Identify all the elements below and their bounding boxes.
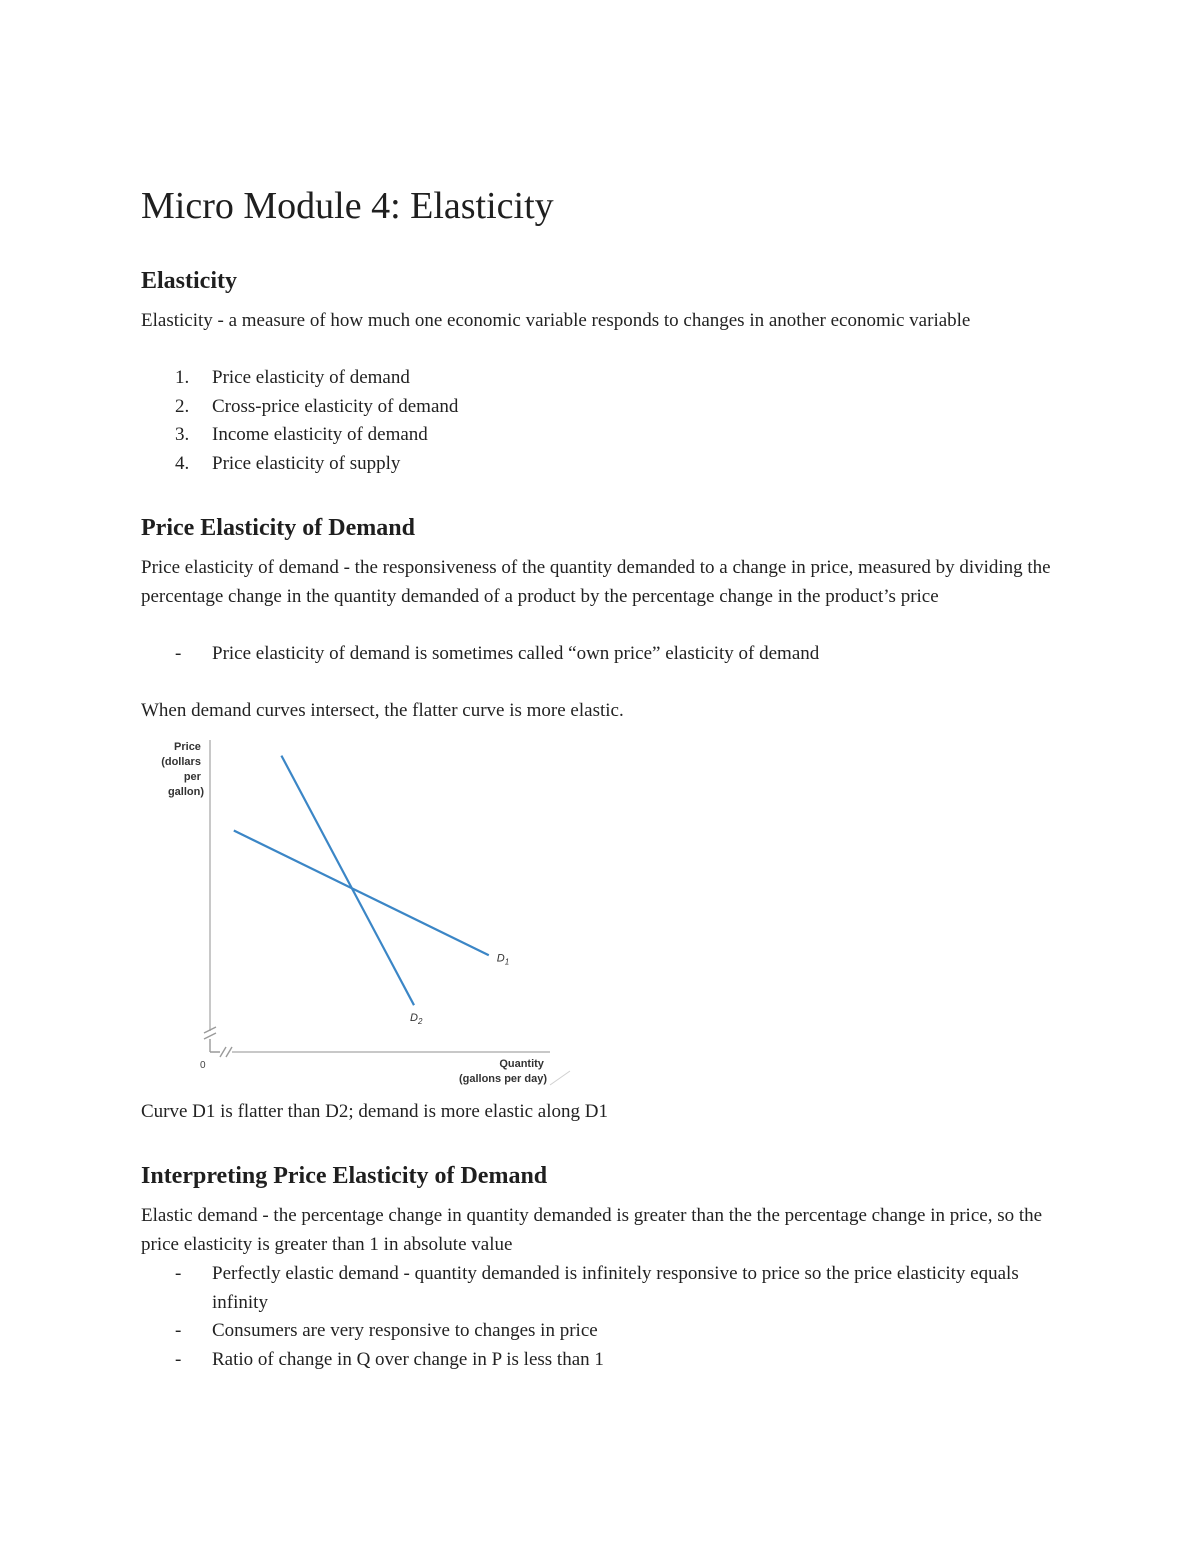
x-axis-label: Quantity (gallons per day): [458, 1058, 547, 1085]
list-item: 3. Income elasticity of demand: [175, 424, 428, 445]
demand-curves-svg: [160, 735, 580, 1090]
elasticity-types-list: [141, 364, 1072, 478]
heading-elasticity: Elasticity: [141, 268, 237, 294]
demand-curves-chart: [160, 735, 580, 1090]
elasticity-definition: Elasticity - a measure of how much one economic variable responds to changes in another economic variable: [141, 310, 971, 331]
corner-tick: [550, 1071, 570, 1085]
intersect-note: When demand curves intersect, the flatter curve is more elastic.: [141, 700, 624, 721]
heading-price-elasticity-of-demand: Price Elasticity of Demand: [141, 515, 415, 541]
origin-label: 0: [200, 1060, 206, 1071]
list-item: 4. Price elasticity of supply: [175, 452, 401, 474]
series-line-d1: [234, 830, 489, 955]
heading-interpreting-price-elasticity: Interpreting Price Elasticity of Demand: [141, 1163, 548, 1189]
list-item: 2. Cross-price elasticity of demand: [175, 395, 459, 417]
document-title: Micro Module 4: Elasticity: [141, 185, 554, 227]
series-label-d2: $D_2$: [410, 1012, 423, 1027]
price-elasticity-bullets: [141, 640, 1072, 669]
chart-caption: Curve D1 is flatter than D2; demand is more elastic along D1: [141, 1101, 608, 1122]
y-axis-label: Price (dollars per gallon): [161, 741, 204, 798]
list-item: - Perfectly elastic demand - quantity demanded is infinitely responsive to price so the price elasticity equals infinity: [175, 1263, 1019, 1313]
list-item: - Consumers are very responsive to changes in price: [175, 1320, 598, 1341]
y-axis-break-icon: [204, 1027, 216, 1052]
x-axis-break-icon: [210, 1047, 232, 1057]
series-line-d2: [281, 756, 414, 1006]
list-item: 1. Price elasticity of demand: [175, 367, 410, 388]
price-elasticity-definition: Price elasticity of demand - the responsiveness of the quantity demanded to a change in price, measured by dividing the percentage change in the quantity demanded of a product by the percentage change in the product’s price: [141, 557, 1051, 607]
elastic-demand-definition: Elastic demand - the percentage change in quantity demanded is greater than the the percentage change in price, so the price elasticity is greater than 1 in absolute value: [141, 1205, 1043, 1255]
elastic-demand-bullets: [141, 1260, 1072, 1374]
series-label-d1: $D_1$: [496, 952, 510, 967]
list-item: - Ratio of change in Q over change in P is less than 1: [175, 1348, 604, 1370]
list-item: - Price elasticity of demand is sometimes called “own price” elasticity of demand: [175, 643, 820, 664]
